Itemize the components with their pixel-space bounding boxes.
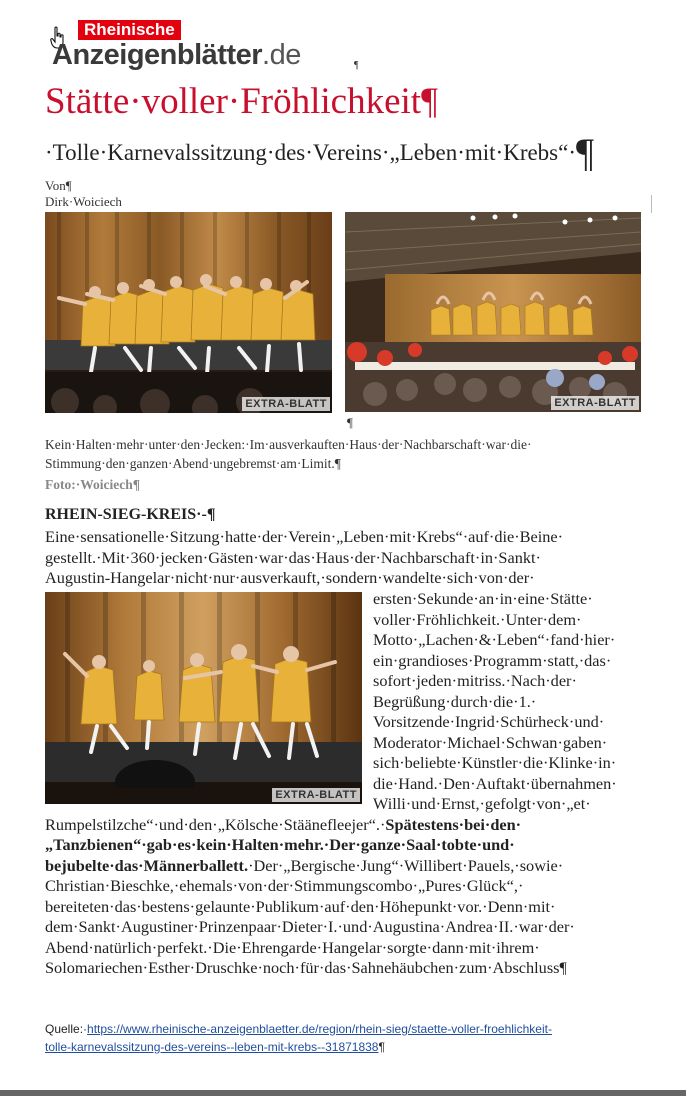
photo-credit: Foto:·Woiciech¶ <box>45 477 141 492</box>
logo-bottom-text <box>52 38 301 72</box>
body-line: ersten·Sekunde·an·in·eine·Stätte· <box>373 589 593 608</box>
page-bottom-edge <box>0 1090 686 1096</box>
body-bold-segment: Spätestens·bei·den· <box>385 815 522 834</box>
source-label: Quelle:· <box>45 1022 88 1036</box>
dateline: RHEIN-SIEG-KREIS·-¶ <box>45 506 216 523</box>
body-line: voller·Fröhlichkeit.·Unter·dem· <box>373 610 582 629</box>
margin-marker <box>651 195 652 213</box>
body-text-segment: ·Der·„Bergische·Jung“·Willibert·Pauels,·sowie· <box>248 856 564 875</box>
body-line <box>45 815 521 836</box>
body-line: Begrüßung·durch·die·1.· <box>373 692 537 711</box>
source-link[interactable]: https://www.rheinische-anzeigenblaetter.de/region/rhein-sieg/staette-voller-froehlichkeit- <box>87 1022 552 1036</box>
pilcrow-mark: ¶ <box>347 415 353 430</box>
site-logo[interactable] <box>50 18 350 74</box>
body-line: ein·grandioses·Programm·statt,·das· <box>373 651 612 670</box>
body-line: Vorsitzende·Ingrid·Schürheck·und· <box>373 712 605 731</box>
photo-caption <box>45 435 645 473</box>
body-line: Christian·Bieschke,·ehemals·von·der·Stimmungscombo·„Pures·Glück“,· <box>45 876 524 895</box>
caption-line-1: Kein·Halten·mehr·unter·den·Jecken:·Im·ausverkauften·Haus·der·Nachbarschaft·war·die· <box>45 437 532 452</box>
logo-tld: .de <box>262 39 301 71</box>
article-title: Stätte·voller·Fröhlichkeit¶ <box>45 81 438 122</box>
byline-author: Dirk·Woiciech <box>45 194 122 209</box>
photo-dancers-stage <box>45 592 362 804</box>
byline-von: Von¶ <box>45 178 72 193</box>
article-subtitle <box>45 130 595 175</box>
photo-dancers-kick-image <box>45 212 332 413</box>
photo-watermark: EXTRA-BLATT <box>551 396 639 410</box>
source-link-continued[interactable]: tolle-karnevalssitzung-des-vereins--leben-mit-krebs--31871838 <box>45 1040 379 1054</box>
body-line <box>45 835 515 856</box>
logo-top-text: Rheinische <box>78 20 181 40</box>
subtitle-pilcrow: ¶ <box>576 130 595 175</box>
body-line: Eine·sensationelle·Sitzung·hatte·der·Verein·„Leben·mit·Krebs“·auf·die·Beine· <box>45 527 564 546</box>
body-line: sofort·jeden·mitriss.·Nach·der· <box>373 671 577 690</box>
body-line <box>45 856 563 877</box>
logo-main: Anzeigenblätter <box>52 39 263 71</box>
body-bold-segment: bejubelte·das·Männerballett. <box>45 856 249 875</box>
body-line: bereiteten·das·bestens·gelaunte·Publikum·auf·den·Höhepunkt·vor.·Denn·mit· <box>45 897 556 916</box>
body-line: Solomariechen·Esther·Druschke·noch·für·das·Sahnehäubchen·zum·Abschluss¶ <box>45 958 567 977</box>
source-reference <box>45 1020 655 1056</box>
body-line: Abend·natürlich·perfekt.·Die·Ehrengarde·Hangelar·sorgte·dann·mit·ihrem· <box>45 938 540 957</box>
photo-watermark: EXTRA-BLATT <box>242 397 330 411</box>
byline <box>45 178 122 210</box>
body-line: Willi·und·Ernst,·gefolgt·von·„et· <box>373 794 591 813</box>
photo-dancers-kick <box>45 212 332 413</box>
body-line: die·Hand.·Den·Auftakt·übernahmen· <box>373 774 617 793</box>
body-line: Motto·„Lachen·&·Leben“·fand·hier· <box>373 630 616 649</box>
subtitle-text: ·Tolle·Karnevalssitzung·des·Vereins·„Leben·mit·Krebs“· <box>45 140 576 165</box>
photo-hall-audience-image <box>345 212 641 412</box>
body-bold-segment: „Tanzbienen“·gab·es·kein·Halten·mehr.·Der·ganze·Saal·tobte·und· <box>45 835 515 854</box>
body-line: Moderator·Michael·Schwan·gaben· <box>373 733 608 752</box>
photo-dancers-stage-image <box>45 592 362 804</box>
body-text-segment: Rumpelstilzche“·und·den·„Kölsche·Stäänefleejer“.· <box>45 815 386 834</box>
body-line: gestellt.·Mit·360·jecken·Gästen·war·das·Haus·der·Nachbarschaft·in·Sankt· <box>45 548 541 567</box>
body-line: dem·Sankt·Augustiner·Prinzenpaar·Dieter·I.·und·Augustina·Andrea·II.·war·der· <box>45 917 575 936</box>
caption-line-2: Stimmung·den·ganzen·Abend·ungebremst·am·Limit.¶ <box>45 456 341 471</box>
photo-watermark: EXTRA-BLATT <box>272 788 360 802</box>
photo-hall-audience <box>345 212 641 412</box>
source-pilcrow: ¶ <box>378 1040 385 1054</box>
body-line: Augustin-Hangelar·nicht·nur·ausverkauft,·sondern·wandelte·sich·von·der· <box>45 568 535 587</box>
pilcrow-mark: ¶ <box>354 60 359 71</box>
body-line: sich·beliebte·Künstler·die·Klinke·in· <box>373 753 617 772</box>
